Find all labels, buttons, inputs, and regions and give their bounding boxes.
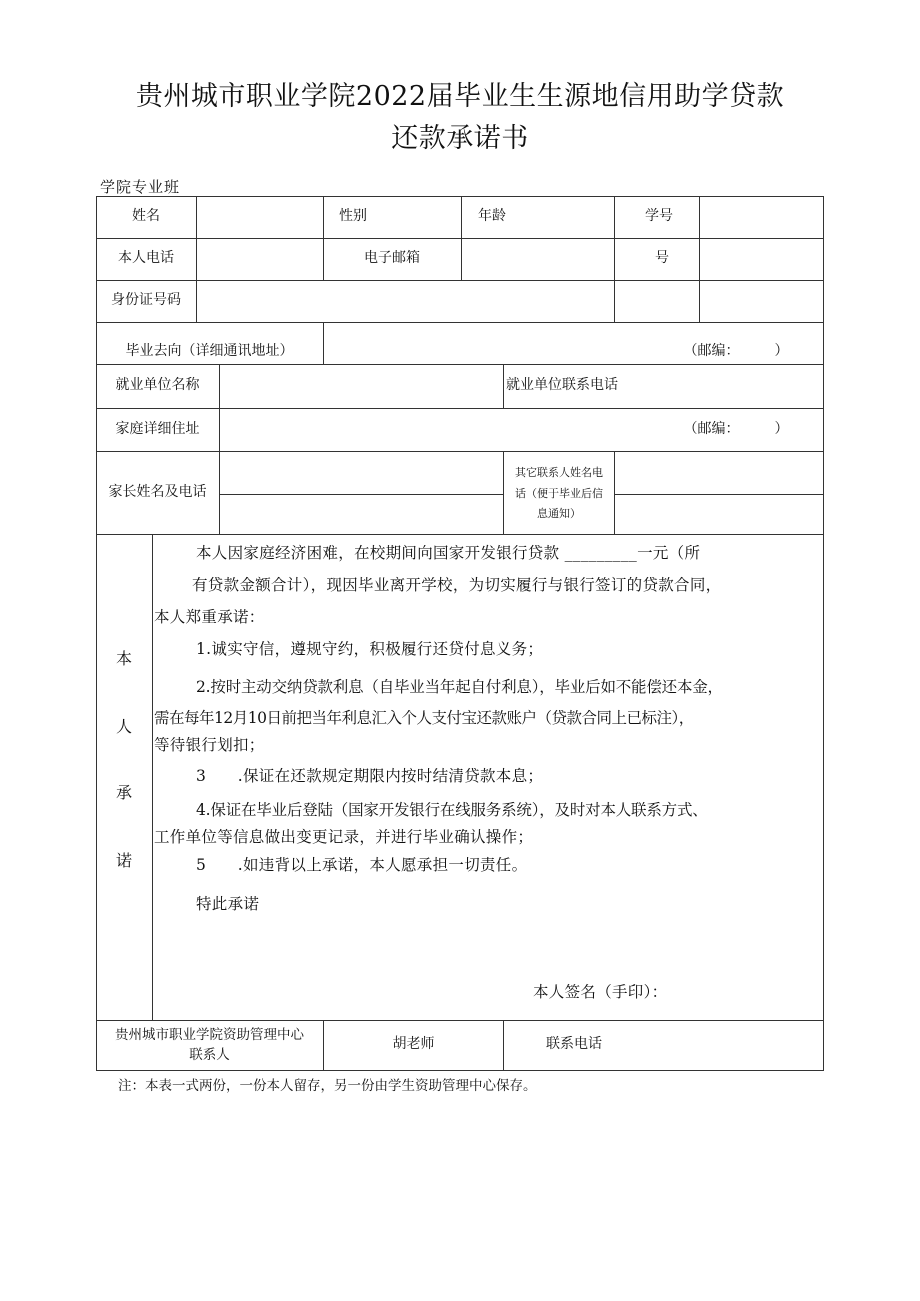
pledge-line: 5 .如违背以上承诺，本人愿承担一切责任。 <box>196 856 528 874</box>
phone-label: 本人电话 <box>118 250 174 267</box>
footnote: 注：本表一式两份，一份本人留存，另一份由学生资助管理中心保存。 <box>118 1078 537 1094</box>
document-title-line1: 贵州城市职业学院2022届毕业生生源地信用助学贷款 <box>135 81 785 112</box>
name-field[interactable] <box>197 196 323 238</box>
contact-phone-label: 联系电话 <box>546 1036 602 1053</box>
gender-label: 性别 <box>339 208 367 225</box>
employer-phone-label: 就业单位联系电话 <box>506 377 618 394</box>
id-number-label: 身份证号码 <box>111 292 181 309</box>
pledge-line: 工作单位等信息做出变更记录，并进行毕业确认操作； <box>154 828 534 846</box>
pledge-line: 等待银行划扣； <box>154 736 265 754</box>
pledge-line: 3 .保证在还款规定期限内按时结清贷款本息； <box>196 767 544 785</box>
phone-field[interactable] <box>197 238 323 280</box>
pledge-line: 本人郑重承诺： <box>154 608 265 626</box>
home-address-label: 家庭详细住址 <box>115 420 200 437</box>
document-title-line2: 还款承诺书 <box>391 123 529 154</box>
pledge-line: 本人因家庭经济困难，在校期间向国家开发银行贷款 _________一元（所 <box>196 544 701 562</box>
employer-name-field[interactable] <box>220 364 503 408</box>
destination-postcode: （邮编： ） <box>683 343 789 360</box>
student-id-label: 学号 <box>645 208 673 225</box>
contact-person-value: 胡老师 <box>392 1036 435 1053</box>
number-label: 号 <box>655 250 669 267</box>
aid-center-name: 贵州城市职业学院资助管理中心 <box>115 1026 304 1043</box>
pledge-line: 需在每年12月10日前把当年利息汇入个人支付宝还款账户（贷款合同上已标注）， <box>154 709 694 727</box>
signature-label: 本人签名（手印）： <box>533 983 668 1001</box>
number-field[interactable] <box>700 238 823 280</box>
contact-person-label: 联系人 <box>189 1047 230 1063</box>
home-postcode: （邮编： ） <box>683 420 789 437</box>
pledge-side-char-3: 承 <box>115 783 132 802</box>
other-contact-line2: 话（便于毕业后信 <box>515 486 603 500</box>
parent-label: 家长姓名及电话 <box>108 483 207 500</box>
pledge-closing: 特此承诺 <box>196 895 260 913</box>
pledge-line: 1.诚实守信，遵规守约，积极履行还贷付息义务； <box>196 640 544 658</box>
pledge-line: 4.保证在毕业后登陆（国家开发银行在线服务系统），及时对本人联系方式、 <box>196 801 708 819</box>
name-label: 姓名 <box>132 208 160 225</box>
aid-center-contact-label <box>96 1020 323 1070</box>
college-major-class-label: 学院专业班 <box>100 178 181 196</box>
other-contact-line3: 息通知） <box>537 507 581 521</box>
other-contact-label <box>504 458 614 530</box>
employer-name-label: 就业单位名称 <box>115 377 200 394</box>
email-field[interactable] <box>462 238 614 280</box>
destination-label: 毕业去向（详细通讯地址） <box>125 343 294 360</box>
pledge-side-char-2: 人 <box>115 717 132 736</box>
pledge-line: 2.按时主动交纳贷款利息（自毕业当年起自付利息），毕业后如不能偿还本金， <box>196 678 723 696</box>
email-label: 电子邮箱 <box>364 250 420 267</box>
pledge-form-table <box>96 196 824 1071</box>
pledge-side-char-1: 本 <box>115 649 132 668</box>
pledge-side-char-4: 诺 <box>115 851 132 870</box>
age-label: 年龄 <box>478 208 506 225</box>
id-number-field[interactable] <box>197 280 614 322</box>
pledge-line: 有贷款金额合计），现因毕业离开学校，为切实履行与银行签订的贷款合同， <box>192 576 722 594</box>
student-id-field[interactable] <box>700 196 823 238</box>
other-contact-line1: 其它联系人姓名电 <box>515 465 603 479</box>
